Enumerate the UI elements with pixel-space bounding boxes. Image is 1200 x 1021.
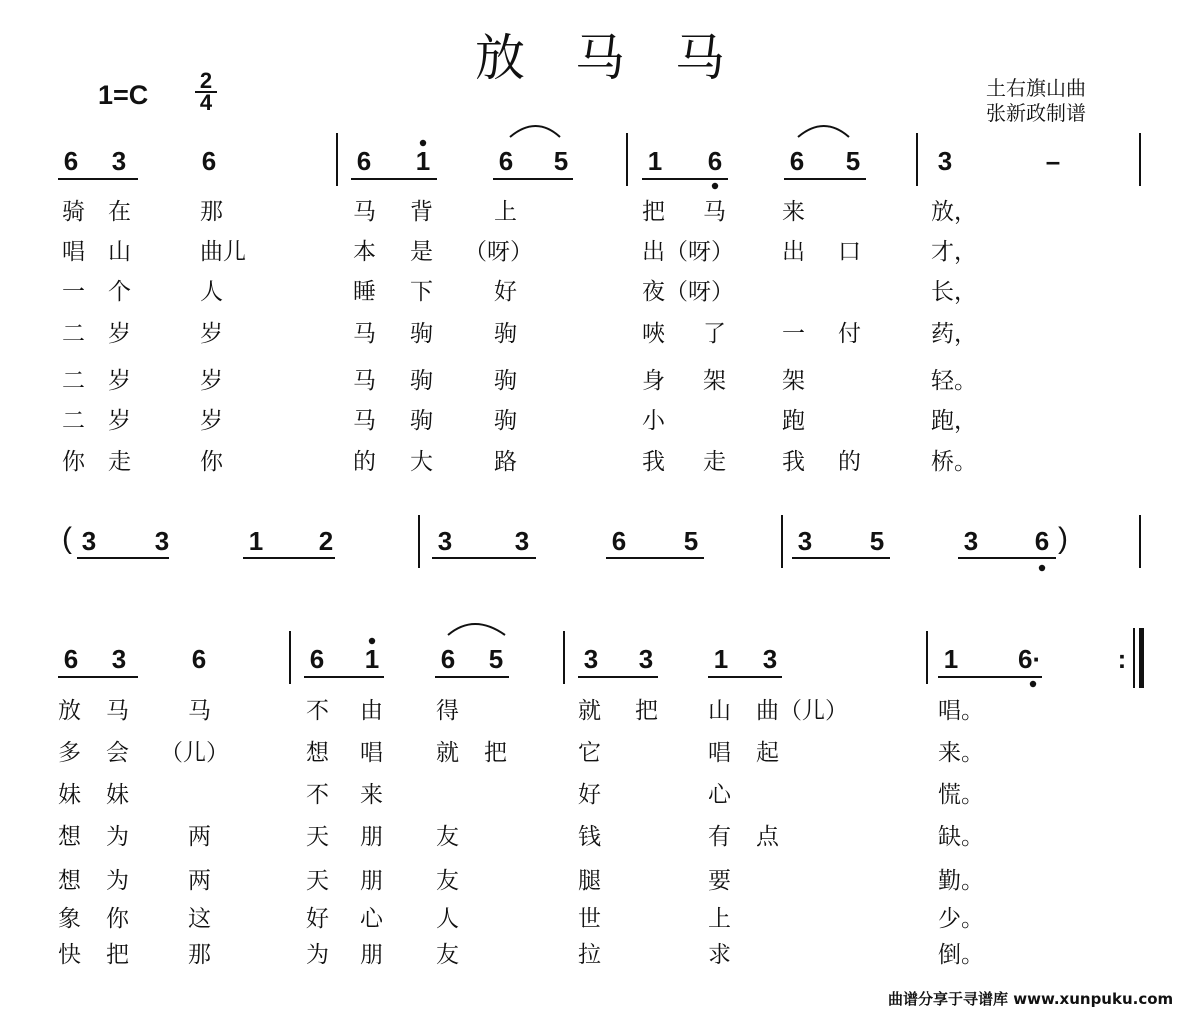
note: 6 bbox=[707, 146, 723, 176]
lyric: 骑 bbox=[62, 199, 85, 225]
note: 6 bbox=[789, 146, 805, 176]
lyric: 上 bbox=[708, 906, 731, 932]
song-title: 放 马 马 bbox=[475, 29, 725, 87]
lyric: 为 bbox=[106, 824, 129, 850]
lyric: 架 bbox=[703, 368, 726, 394]
lyric: 跑， bbox=[931, 408, 977, 434]
note: 5 bbox=[869, 526, 885, 556]
lyric: 放， bbox=[931, 199, 977, 225]
lyric: 岁 bbox=[200, 408, 223, 434]
lyric: 为 bbox=[106, 868, 129, 894]
lyric: 岁 bbox=[108, 408, 131, 434]
lyric: 才， bbox=[931, 239, 977, 265]
note: 5 bbox=[683, 526, 699, 556]
octave-dot-high bbox=[369, 638, 375, 644]
note: 1 bbox=[647, 146, 663, 176]
lyric: 唱 bbox=[708, 740, 731, 766]
lyric: 来。 bbox=[938, 740, 984, 766]
repeat-dots: : bbox=[1117, 644, 1127, 674]
lyric: 友 bbox=[436, 942, 459, 968]
time-signature-top: 2 bbox=[199, 68, 213, 93]
lyric: 你 bbox=[200, 449, 223, 475]
time-signature-bottom: 4 bbox=[199, 90, 213, 115]
note: 3 bbox=[111, 146, 127, 176]
lyric: 马 bbox=[106, 698, 129, 724]
lyric: 我 bbox=[782, 449, 805, 475]
note: 5 bbox=[488, 644, 504, 674]
lyric: 由 bbox=[360, 698, 383, 724]
lyric: 二 bbox=[62, 368, 85, 394]
lyric: 天 bbox=[306, 868, 329, 894]
lyric: 二 bbox=[62, 321, 85, 347]
note: 1 bbox=[415, 146, 431, 176]
lyric: 快 bbox=[58, 942, 81, 968]
lyric: 药， bbox=[931, 321, 977, 347]
lyric: 好 bbox=[306, 906, 329, 932]
note: 1 bbox=[248, 526, 264, 556]
octave-dot-high bbox=[420, 140, 426, 146]
lyric: 夜（呀） bbox=[642, 279, 734, 305]
lyric: 点 bbox=[756, 824, 779, 850]
note: 5 bbox=[553, 146, 569, 176]
lyric: 把 bbox=[635, 698, 658, 724]
lyric: 世 bbox=[578, 906, 601, 932]
lyric: 驹 bbox=[410, 408, 433, 434]
lyric: 为 bbox=[306, 942, 329, 968]
lyric: 把 bbox=[106, 942, 129, 968]
lyric: 身 bbox=[642, 368, 665, 394]
lyric: （儿） bbox=[160, 740, 229, 766]
lyric: 架 bbox=[782, 368, 805, 394]
note: 6 bbox=[191, 644, 207, 674]
note: 3 bbox=[437, 526, 453, 556]
note: 6 bbox=[63, 146, 79, 176]
lyric: 驹 bbox=[494, 321, 517, 347]
lyric: 把 bbox=[642, 199, 665, 225]
note: 3 bbox=[154, 526, 170, 556]
close-parenthesis: ) bbox=[1058, 522, 1068, 555]
lyric: 是 bbox=[410, 239, 433, 265]
lyric: 唊 bbox=[642, 321, 665, 347]
lyric: 出（呀） bbox=[642, 239, 734, 265]
lyric: 倒。 bbox=[938, 942, 984, 968]
lyric: 走 bbox=[108, 449, 131, 475]
note: 3 bbox=[762, 644, 778, 674]
octave-dot-low bbox=[1039, 565, 1045, 571]
lyric: 友 bbox=[436, 824, 459, 850]
note: – bbox=[1045, 146, 1061, 176]
lyric: 走 bbox=[703, 449, 726, 475]
lyric: 象 bbox=[58, 906, 81, 932]
note: 3 bbox=[514, 526, 530, 556]
lyric: 驹 bbox=[494, 408, 517, 434]
lyric: 马 bbox=[353, 321, 376, 347]
lyric: 岁 bbox=[200, 368, 223, 394]
lyric: 曲儿 bbox=[200, 239, 246, 265]
lyric: 腿 bbox=[578, 868, 601, 894]
lyric: 驹 bbox=[410, 368, 433, 394]
lyric: 的 bbox=[353, 449, 376, 475]
note: 3 bbox=[638, 644, 654, 674]
lyric: 来 bbox=[360, 782, 383, 808]
lyric: 友 bbox=[436, 868, 459, 894]
lyric: 驹 bbox=[494, 368, 517, 394]
note: 3 bbox=[963, 526, 979, 556]
lyric: 得 bbox=[436, 698, 459, 724]
lyric: 求 bbox=[708, 942, 731, 968]
lyric: 朋 bbox=[360, 824, 383, 850]
note: 3 bbox=[81, 526, 97, 556]
lyric: 我 bbox=[642, 449, 665, 475]
lyric: 人 bbox=[436, 906, 459, 932]
lyric: 想 bbox=[58, 824, 81, 850]
note: 6 bbox=[309, 644, 325, 674]
lyric: 心 bbox=[360, 906, 383, 932]
lyric: 本 bbox=[353, 239, 376, 265]
lyric: 钱 bbox=[578, 824, 601, 850]
lyric: 山 bbox=[108, 239, 131, 265]
lyric: 想 bbox=[58, 868, 81, 894]
lyric: 马 bbox=[353, 199, 376, 225]
lyric: 在 bbox=[108, 199, 131, 225]
lyric: 唱 bbox=[62, 239, 85, 265]
note: 3 bbox=[937, 146, 953, 176]
note: 6 bbox=[498, 146, 514, 176]
lyric: 背 bbox=[410, 199, 433, 225]
lyric: 二 bbox=[62, 408, 85, 434]
lyric: 一 bbox=[782, 321, 805, 347]
lyric: 马 bbox=[703, 199, 726, 225]
lyric: 有 bbox=[708, 824, 731, 850]
lyric: 驹 bbox=[410, 321, 433, 347]
lyric: 你 bbox=[62, 449, 85, 475]
lyric: 你 bbox=[106, 906, 129, 932]
note: 3 bbox=[583, 644, 599, 674]
note: 6 bbox=[611, 526, 627, 556]
slur bbox=[510, 126, 560, 137]
lyric: 要 bbox=[708, 868, 731, 894]
note: 1 bbox=[943, 644, 959, 674]
lyric: 就 bbox=[436, 740, 459, 766]
lyric: 这 bbox=[188, 906, 211, 932]
lyric: 朋 bbox=[360, 942, 383, 968]
lyric: 马 bbox=[353, 408, 376, 434]
lyric: 小 bbox=[642, 408, 665, 434]
lyric: 岁 bbox=[108, 321, 131, 347]
note: 3 bbox=[797, 526, 813, 556]
lyric: 跑 bbox=[782, 408, 805, 434]
lyric: 个 bbox=[108, 279, 131, 305]
lyric: 曲（儿） bbox=[756, 698, 848, 724]
lyric: 缺。 bbox=[938, 824, 984, 850]
lyric: 了 bbox=[703, 321, 726, 347]
lyric: 不 bbox=[306, 782, 329, 808]
lyric: 好 bbox=[578, 782, 601, 808]
lyric: 下 bbox=[410, 279, 433, 305]
lyric: 就 bbox=[578, 698, 601, 724]
lyric: 马 bbox=[188, 698, 211, 724]
lyric: 慌。 bbox=[938, 782, 984, 808]
note: 2 bbox=[318, 526, 334, 556]
lyric: 起 bbox=[756, 740, 779, 766]
note: 1 bbox=[713, 644, 729, 674]
lyric: 勤。 bbox=[938, 868, 984, 894]
lyric: 长， bbox=[931, 279, 977, 305]
lyric: 上 bbox=[494, 199, 517, 225]
lyric: 心 bbox=[708, 782, 731, 808]
lyric: 把 bbox=[484, 740, 507, 766]
lyric: 那 bbox=[188, 942, 211, 968]
note: 6 bbox=[201, 146, 217, 176]
slur bbox=[798, 126, 849, 137]
lyric: 桥。 bbox=[931, 449, 977, 475]
lyric: 路 bbox=[494, 449, 517, 475]
lyric: 人 bbox=[200, 279, 223, 305]
lyric: 它 bbox=[578, 740, 601, 766]
lyric: 付 bbox=[838, 321, 861, 347]
lyric: 少。 bbox=[938, 906, 984, 932]
lyric: 唱。 bbox=[938, 698, 984, 724]
lyric: 两 bbox=[188, 824, 211, 850]
octave-dot-low bbox=[1030, 681, 1036, 687]
lyric: 两 bbox=[188, 868, 211, 894]
lyric: 一 bbox=[62, 279, 85, 305]
note: 6 bbox=[440, 644, 456, 674]
lyric: 拉 bbox=[578, 942, 601, 968]
note: 6 bbox=[63, 644, 79, 674]
lyric: 好 bbox=[494, 279, 517, 305]
lyric: 大 bbox=[410, 449, 433, 475]
lyric: 会 bbox=[106, 740, 129, 766]
key-signature: 1=C bbox=[98, 80, 149, 110]
lyric: 睡 bbox=[353, 279, 376, 305]
lyric: 岁 bbox=[200, 321, 223, 347]
lyric: 山 bbox=[708, 698, 731, 724]
lyric: （呀） bbox=[464, 239, 533, 265]
note: 1 bbox=[364, 644, 380, 674]
note: 3 bbox=[111, 644, 127, 674]
open-parenthesis: ( bbox=[62, 522, 72, 555]
lyric: 来 bbox=[782, 199, 805, 225]
note: 6 bbox=[356, 146, 372, 176]
lyric: 天 bbox=[306, 824, 329, 850]
note: 6 bbox=[1034, 526, 1050, 556]
source-footer: 曲谱分享于寻谱库 www.xunpuku.com bbox=[888, 990, 1174, 1008]
lyric: 想 bbox=[306, 740, 329, 766]
lyric: 马 bbox=[353, 368, 376, 394]
octave-dot-low bbox=[712, 183, 718, 189]
lyric: 的 bbox=[838, 449, 861, 475]
credit-arranger: 张新政制谱 bbox=[986, 101, 1086, 125]
credit-source: 土右旗山曲 bbox=[986, 76, 1086, 100]
lyric: 那 bbox=[200, 199, 223, 225]
lyric: 朋 bbox=[360, 868, 383, 894]
lyric: 妹 bbox=[106, 782, 129, 808]
lyric: 妹 bbox=[58, 782, 81, 808]
lyric: 放 bbox=[58, 698, 81, 724]
lyric: 轻。 bbox=[931, 368, 977, 394]
lyric: 不 bbox=[306, 698, 329, 724]
slur bbox=[448, 624, 505, 635]
lyric: 多 bbox=[58, 740, 81, 766]
lyric: 出 bbox=[782, 239, 805, 265]
lyric: 唱 bbox=[360, 740, 383, 766]
note: 6· bbox=[1018, 644, 1042, 674]
lyric: 口 bbox=[838, 239, 861, 265]
lyric: 岁 bbox=[108, 368, 131, 394]
note: 5 bbox=[845, 146, 861, 176]
